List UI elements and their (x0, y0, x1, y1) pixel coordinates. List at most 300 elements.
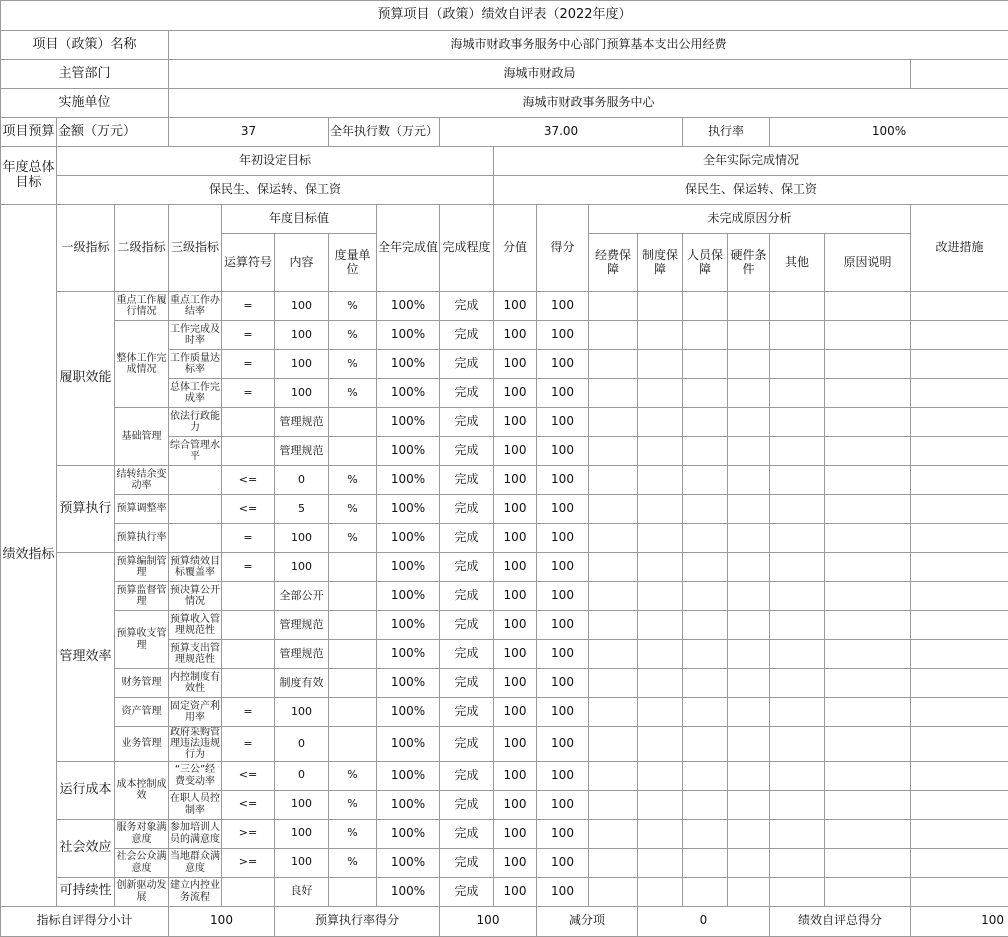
score: 100 (537, 408, 589, 437)
empty-cell (825, 292, 911, 321)
empty-cell (911, 553, 1008, 582)
target-operator: = (222, 698, 275, 727)
level3-indicator: 预算收入管理规范性 (169, 611, 222, 640)
empty-cell (825, 466, 911, 495)
empty-cell (638, 790, 683, 819)
empty-cell (728, 524, 770, 553)
level2-indicator: 预算编制管理 (115, 553, 169, 582)
empty-cell (770, 698, 825, 727)
empty-cell (770, 819, 825, 848)
indicator-row (1, 553, 1008, 582)
completion-value: 100% (377, 495, 440, 524)
level2-indicator: 成本控制成效 (115, 761, 169, 819)
subtotal-label: 指标自评得分小计 (1, 906, 169, 936)
empty-cell (683, 669, 728, 698)
target-operator: = (222, 379, 275, 408)
completion-degree: 完成 (440, 611, 494, 640)
empty-cell (589, 553, 638, 582)
empty-cell (911, 611, 1008, 640)
target-operator: = (222, 350, 275, 379)
content-header: 内容 (275, 234, 329, 292)
reason-staff-header: 人员保障 (683, 234, 728, 292)
empty-cell (825, 321, 911, 350)
empty-cell (589, 321, 638, 350)
empty-cell (911, 466, 1008, 495)
completion-value: 100% (377, 524, 440, 553)
target-content: 100 (275, 379, 329, 408)
empty-cell (589, 292, 638, 321)
indicator-row (1, 582, 1008, 611)
level2-indicator: 预算收支管理 (115, 611, 169, 669)
empty-cell (825, 437, 911, 466)
empty-cell (728, 495, 770, 524)
empty-cell (728, 761, 770, 790)
target-operator: <= (222, 761, 275, 790)
empty-cell (638, 727, 683, 762)
level3-indicator: 固定资产利用率 (169, 698, 222, 727)
target-operator: <= (222, 495, 275, 524)
completion-value: 100% (377, 437, 440, 466)
empty-cell (728, 819, 770, 848)
empty-cell (683, 437, 728, 466)
score: 100 (537, 669, 589, 698)
score: 100 (537, 877, 589, 906)
actual-result-label: 全年实际完成情况 (494, 147, 1008, 176)
level3-indicator: 预算绩效目标覆盖率 (169, 553, 222, 582)
completion-value: 100% (377, 698, 440, 727)
empty-cell (770, 292, 825, 321)
empty-cell (683, 495, 728, 524)
reason-system-header: 制度保障 (638, 234, 683, 292)
empty-cell (770, 408, 825, 437)
exec-amount: 37.00 (440, 118, 683, 147)
unfinished-reason-header: 未完成原因分析 (589, 205, 911, 234)
empty-cell (770, 437, 825, 466)
annual-goals-label: 年度总体目标 (1, 147, 57, 205)
target-operator: = (222, 727, 275, 762)
indicator-row (1, 698, 1008, 727)
score-value: 100 (494, 640, 537, 669)
empty-cell (683, 790, 728, 819)
empty-cell (683, 582, 728, 611)
completion-value: 100% (377, 819, 440, 848)
table-title: 预算项目（政策）绩效自评表（2022年度） (1, 1, 1008, 31)
completion-value: 100% (377, 321, 440, 350)
score-value: 100 (494, 495, 537, 524)
target-content: 良好 (275, 877, 329, 906)
completion-value: 100% (377, 761, 440, 790)
empty-cell (770, 466, 825, 495)
initial-goal: 保民生、保运转、保工资 (57, 176, 494, 205)
empty-cell (683, 611, 728, 640)
empty-cell (825, 761, 911, 790)
completion-degree: 完成 (440, 819, 494, 848)
target-content: 0 (275, 761, 329, 790)
empty-cell (825, 495, 911, 524)
level3-indicator: 在职人员控制率 (169, 790, 222, 819)
deduct-value: 0 (638, 906, 770, 936)
total-value: 100 (911, 906, 1008, 936)
empty-cell (825, 727, 911, 762)
empty-cell (770, 524, 825, 553)
empty-cell (589, 408, 638, 437)
score-header: 得分 (537, 205, 589, 292)
reason-hardware-header: 硬件条件 (728, 234, 770, 292)
empty-cell (683, 761, 728, 790)
target-content: 100 (275, 524, 329, 553)
score: 100 (537, 553, 589, 582)
empty-cell (638, 350, 683, 379)
target-operator (222, 437, 275, 466)
level2-indicator: 结转结余变动率 (115, 466, 169, 495)
target-operator: = (222, 292, 275, 321)
score-value: 100 (494, 819, 537, 848)
score-value: 100 (494, 553, 537, 582)
empty-cell (589, 790, 638, 819)
level2-indicator: 创新驱动发展 (115, 877, 169, 906)
score: 100 (537, 495, 589, 524)
empty-cell (683, 819, 728, 848)
completion-value: 100% (377, 582, 440, 611)
target-operator (222, 611, 275, 640)
empty-cell (728, 437, 770, 466)
empty-cell (770, 790, 825, 819)
reason-note-header: 原因说明 (825, 234, 911, 292)
target-operator: = (222, 524, 275, 553)
completion-degree-header: 完成程度 (440, 205, 494, 292)
empty-cell (770, 727, 825, 762)
indicator-row (1, 321, 1008, 350)
target-unit: % (329, 495, 377, 524)
completion-degree: 完成 (440, 292, 494, 321)
target-content: 100 (275, 350, 329, 379)
level2-indicator: 预算执行率 (115, 524, 169, 553)
level2-indicator: 服务对象满意度 (115, 819, 169, 848)
completion-value: 100% (377, 466, 440, 495)
empty-cell (911, 790, 1008, 819)
empty-cell (825, 408, 911, 437)
summary-row (1, 906, 1008, 936)
indicator-row (1, 524, 1008, 553)
target-content: 0 (275, 466, 329, 495)
empty-cell (911, 727, 1008, 762)
completion-degree: 完成 (440, 640, 494, 669)
empty-cell (911, 495, 1008, 524)
indicator-row (1, 761, 1008, 790)
score-value: 100 (494, 698, 537, 727)
empty-cell (683, 292, 728, 321)
completion-value: 100% (377, 848, 440, 877)
target-operator: <= (222, 790, 275, 819)
level3-indicator: 工作完成及时率 (169, 321, 222, 350)
indicator-row (1, 669, 1008, 698)
empty-cell (638, 437, 683, 466)
score-value: 100 (494, 524, 537, 553)
score-value: 100 (494, 292, 537, 321)
empty-cell (638, 495, 683, 524)
score-value: 100 (494, 848, 537, 877)
empty-cell (683, 466, 728, 495)
empty-cell (911, 408, 1008, 437)
level2-indicator: 基础管理 (115, 408, 169, 466)
exec-score-value: 100 (440, 906, 537, 936)
target-unit: % (329, 350, 377, 379)
empty-cell (638, 466, 683, 495)
score: 100 (537, 350, 589, 379)
empty-cell (638, 669, 683, 698)
empty-cell (825, 819, 911, 848)
score: 100 (537, 819, 589, 848)
empty-cell (825, 669, 911, 698)
empty-cell (911, 379, 1008, 408)
empty-cell (770, 761, 825, 790)
unit-label: 实施单位 (1, 89, 169, 118)
score-value: 100 (494, 350, 537, 379)
empty-cell (911, 524, 1008, 553)
empty-cell (638, 321, 683, 350)
completion-value: 100% (377, 790, 440, 819)
empty-cell (770, 495, 825, 524)
score: 100 (537, 611, 589, 640)
empty-cell (638, 582, 683, 611)
score-value: 100 (494, 669, 537, 698)
empty-cell (728, 727, 770, 762)
target-content: 100 (275, 848, 329, 877)
completion-value: 100% (377, 640, 440, 669)
empty-cell (638, 611, 683, 640)
empty-cell (683, 379, 728, 408)
target-unit (329, 669, 377, 698)
empty-cell (638, 698, 683, 727)
target-unit: % (329, 761, 377, 790)
level1-indicator: 预算执行 (57, 466, 115, 553)
indicator-row (1, 611, 1008, 640)
empty-cell (589, 611, 638, 640)
target-content: 5 (275, 495, 329, 524)
actual-result: 保民生、保运转、保工资 (494, 176, 1008, 205)
score-value: 100 (494, 408, 537, 437)
target-unit: % (329, 466, 377, 495)
empty-cell (911, 640, 1008, 669)
empty-cell (683, 553, 728, 582)
target-unit: % (329, 321, 377, 350)
empty-cell (825, 877, 911, 906)
target-content: 管理规范 (275, 640, 329, 669)
level2-indicator: 资产管理 (115, 698, 169, 727)
empty-cell (638, 819, 683, 848)
empty-cell (911, 848, 1008, 877)
target-operator (222, 669, 275, 698)
level1-indicator: 运行成本 (57, 761, 115, 819)
completion-value: 100% (377, 553, 440, 582)
target-unit (329, 437, 377, 466)
empty-cell (911, 350, 1008, 379)
empty-cell (683, 698, 728, 727)
empty-cell (911, 698, 1008, 727)
empty-cell (728, 466, 770, 495)
improve-header: 改进措施 (911, 205, 1008, 292)
empty-cell (683, 848, 728, 877)
level3-indicator: 参加培训人员的满意度 (169, 819, 222, 848)
operator-header: 运算符号 (222, 234, 275, 292)
completion-degree: 完成 (440, 437, 494, 466)
empty-cell (911, 582, 1008, 611)
empty-cell (728, 379, 770, 408)
empty-cell (825, 848, 911, 877)
level2-indicator: 预算监督管理 (115, 582, 169, 611)
empty-cell (638, 408, 683, 437)
target-unit: % (329, 292, 377, 321)
empty-cell (770, 379, 825, 408)
completion-degree: 完成 (440, 848, 494, 877)
level3-indicator (169, 524, 222, 553)
empty-cell (911, 669, 1008, 698)
indicator-row (1, 819, 1008, 848)
target-unit: % (329, 819, 377, 848)
target-content: 100 (275, 321, 329, 350)
completion-degree: 完成 (440, 495, 494, 524)
score: 100 (537, 321, 589, 350)
exec-amount-label: 全年执行数（万元） (329, 118, 440, 147)
target-content: 100 (275, 698, 329, 727)
target-operator: = (222, 553, 275, 582)
empty-cell (770, 640, 825, 669)
empty-cell (589, 819, 638, 848)
empty-cell (770, 669, 825, 698)
level3-indicator: 工作质量达标率 (169, 350, 222, 379)
completion-value: 100% (377, 669, 440, 698)
target-unit (329, 698, 377, 727)
completion-value-header: 全年完成值 (377, 205, 440, 292)
empty-cell (728, 408, 770, 437)
empty-cell (770, 321, 825, 350)
indicator-row (1, 466, 1008, 495)
empty-cell (911, 292, 1008, 321)
empty-cell (825, 640, 911, 669)
target-unit (329, 582, 377, 611)
target-unit (329, 611, 377, 640)
completion-degree: 完成 (440, 466, 494, 495)
empty-cell (770, 848, 825, 877)
empty-cell (589, 877, 638, 906)
empty-cell (911, 819, 1008, 848)
target-content: 全部公开 (275, 582, 329, 611)
score: 100 (537, 727, 589, 762)
empty-cell (589, 437, 638, 466)
target-content: 制度有效 (275, 669, 329, 698)
empty-cell (589, 524, 638, 553)
level3-indicator: 预算支出管理规范性 (169, 640, 222, 669)
empty-cell (683, 350, 728, 379)
empty-cell (728, 321, 770, 350)
target-header: 年度目标值 (222, 205, 377, 234)
empty-cell (638, 761, 683, 790)
level2-indicator: 业务管理 (115, 727, 169, 762)
target-content: 管理规范 (275, 611, 329, 640)
dept-value: 海城市财政局 (169, 60, 911, 89)
completion-degree: 完成 (440, 877, 494, 906)
target-content: 0 (275, 727, 329, 762)
empty-cell (589, 640, 638, 669)
empty-cell (589, 669, 638, 698)
target-unit (329, 553, 377, 582)
score: 100 (537, 292, 589, 321)
empty-cell (728, 640, 770, 669)
completion-degree: 完成 (440, 524, 494, 553)
indicator-row (1, 292, 1008, 321)
empty-cell (589, 582, 638, 611)
empty-cell (728, 877, 770, 906)
target-operator: <= (222, 466, 275, 495)
budget-label: 项目预算 (1, 118, 57, 147)
level1-indicator: 履职效能 (57, 292, 115, 466)
score: 100 (537, 524, 589, 553)
score-value: 100 (494, 790, 537, 819)
score: 100 (537, 698, 589, 727)
empty-cell (728, 611, 770, 640)
empty-cell (589, 350, 638, 379)
empty-cell (683, 640, 728, 669)
empty-cell (825, 379, 911, 408)
unit-header: 度量单位 (329, 234, 377, 292)
completion-value: 100% (377, 350, 440, 379)
empty-cell (638, 848, 683, 877)
empty-cell (728, 350, 770, 379)
target-content: 100 (275, 790, 329, 819)
level2-indicator: 整体工作完成情况 (115, 321, 169, 408)
empty-cell (728, 698, 770, 727)
target-unit (329, 640, 377, 669)
empty-cell (638, 292, 683, 321)
exec-score-label: 预算执行率得分 (275, 906, 440, 936)
empty-cell (825, 790, 911, 819)
empty-cell (728, 582, 770, 611)
empty-cell (638, 877, 683, 906)
empty-cell (911, 877, 1008, 906)
score-value: 100 (494, 611, 537, 640)
subtotal-value: 100 (169, 906, 275, 936)
level3-indicator (169, 495, 222, 524)
completion-degree: 完成 (440, 727, 494, 762)
empty-cell (911, 437, 1008, 466)
level3-indicator: “三公”经费变动率 (169, 761, 222, 790)
budget-amount: 37 (169, 118, 329, 147)
target-unit: % (329, 524, 377, 553)
empty-cell (638, 379, 683, 408)
unit-value: 海城市财政事务服务中心 (169, 89, 1008, 118)
project-name: 海城市财政事务服务中心部门预算基本支出公用经费 (169, 31, 1008, 60)
level3-indicator: 综合管理水平 (169, 437, 222, 466)
empty-cell (589, 848, 638, 877)
target-content: 管理规范 (275, 437, 329, 466)
level1-header: 一级指标 (57, 205, 115, 292)
empty-cell (683, 524, 728, 553)
empty-cell (825, 350, 911, 379)
empty-cell (770, 553, 825, 582)
completion-degree: 完成 (440, 698, 494, 727)
target-content: 100 (275, 819, 329, 848)
level2-indicator: 社会公众满意度 (115, 848, 169, 877)
score-value: 100 (494, 437, 537, 466)
level3-indicator (169, 466, 222, 495)
level3-indicator: 预决算公开情况 (169, 582, 222, 611)
target-operator: >= (222, 848, 275, 877)
completion-value: 100% (377, 408, 440, 437)
target-operator: >= (222, 819, 275, 848)
indicator-row (1, 408, 1008, 437)
completion-degree: 完成 (440, 761, 494, 790)
score: 100 (537, 466, 589, 495)
